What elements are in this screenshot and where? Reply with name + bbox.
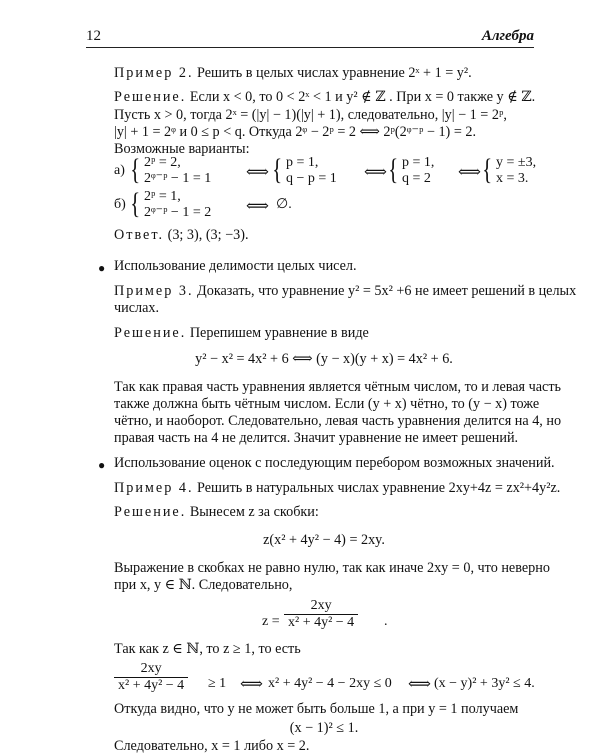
- result-line: Следовательно, x = 1 либо x = 2.: [114, 738, 310, 754]
- example-3-para-line1: Так как правая часть уравнения является чётным числом, то и левая часть: [114, 379, 562, 395]
- example-4-para-line1: Выражение в скобках не равно нулю, так как иначе 2xy = 0, что неверно: [114, 560, 550, 576]
- method-divisibility: Использование делимости целых чисел.: [114, 258, 357, 274]
- example-3-para-line2: также должна быть чётным числом. Если (y + x) чётно, то (y − x) тоже: [114, 396, 540, 412]
- example-3-display-equation: y² − x² = 4x² + 6 ⟺ (y − x)(y + x) = 4x² + 6.: [195, 351, 453, 367]
- system-row: p = 1,: [402, 155, 435, 170]
- system-row: 2ᵠ⁻ᵖ − 1 = 2: [144, 205, 212, 220]
- page-header: [86, 26, 534, 48]
- solution-label: Решение.: [114, 325, 187, 341]
- fraction-numerator: 2xy: [284, 598, 358, 615]
- case-a-system-3: [402, 155, 434, 187]
- example-4-statement: [114, 480, 561, 497]
- system-row: q − p = 1: [286, 171, 337, 186]
- equivalence-symbol: ⟺: [246, 198, 269, 215]
- solution-text: Перепишем уравнение в виде: [189, 325, 369, 341]
- example-4-text: Решить в натуральных числах уравнение 2xy+4z = zx²+4y²z.: [197, 480, 561, 496]
- inequality-ge: ≥ 1: [208, 676, 227, 691]
- brace: {: [482, 153, 493, 186]
- case-a-system-4: [496, 155, 536, 187]
- brace: {: [388, 153, 399, 186]
- empty-set: ∅.: [276, 197, 292, 212]
- solution-text: Если x < 0, то 0 < 2ˣ < 1 и y² ∉ ℤ . При x = 0 также y ∉ ℤ.: [189, 89, 536, 105]
- page-number: 12: [86, 28, 101, 44]
- equivalence-symbol: ⟺: [240, 676, 263, 693]
- inequality-middle: x² + 4y² − 4 − 2xy ≤ 0: [268, 676, 392, 691]
- equivalence-symbol: ⟺: [408, 676, 431, 693]
- system-row: 2ᵠ⁻ᵖ − 1 = 1: [144, 171, 212, 186]
- case-a-system-1: [144, 155, 211, 187]
- case-b-label: б): [114, 197, 126, 212]
- example-2-solution-line2: Пусть x > 0, тогда 2ˣ = (|y| − 1)(|y| + 1), следовательно, |y| − 1 = 2ᵖ,: [114, 107, 507, 123]
- example-4-label: Пример 4.: [114, 480, 194, 496]
- system-row: p = 1,: [286, 155, 319, 170]
- system-row: 2ᵖ = 2,: [144, 155, 181, 170]
- system-row: y = ±3,: [496, 155, 537, 170]
- example-3-para-line4: правая часть на 4 не делится. Значит уравнение не имеет решений.: [114, 430, 519, 446]
- example-4-display-1: z(x² + 4y² − 4) = 2xy.: [263, 532, 385, 548]
- example-2-label: Пример 2.: [114, 65, 194, 81]
- equivalence-symbol: ⟺: [364, 164, 387, 181]
- example-3-statement: [114, 283, 577, 300]
- example-3-solution: [114, 325, 534, 342]
- brace: {: [130, 187, 141, 220]
- example-3-para-line3: чётно, и наоборот. Следовательно, левая часть уравнения делится на 4, но: [114, 413, 562, 429]
- method-estimates: Использование оценок с последующим перебором возможных значений.: [114, 455, 555, 471]
- example-3-text: Доказать, что уравнение y² = 5x² +6 не имеет решений в целых: [197, 283, 577, 299]
- since-line: Так как z ∈ ℕ, то z ≥ 1, то есть: [114, 641, 301, 657]
- equivalence-symbol: ⟺: [246, 164, 269, 181]
- example-4-para-line2: при x, y ∈ ℕ. Следовательно,: [114, 577, 293, 593]
- system-row: x = 3.: [496, 171, 529, 186]
- running-title: Алгебра: [481, 28, 534, 44]
- solution-label: Решение.: [114, 504, 187, 520]
- system-row: q = 2: [402, 171, 431, 186]
- answer-label: Ответ.: [114, 227, 165, 243]
- header-rule: [86, 47, 534, 48]
- example-2-statement: [114, 65, 534, 82]
- z-equals: z =: [262, 614, 280, 629]
- example-2-text: Решить в целых числах уравнение 2ˣ + 1 = y².: [197, 65, 472, 81]
- variants-label: Возможные варианты:: [114, 141, 250, 157]
- example-4-solution: [114, 504, 534, 521]
- solution-text: Вынесем z за скобки:: [189, 504, 319, 520]
- z-fraction: [284, 598, 358, 631]
- bullet-icon: ●: [98, 261, 106, 275]
- case-a-label: а): [114, 163, 125, 178]
- fraction-numerator: 2xy: [114, 661, 188, 678]
- bullet-icon: ●: [98, 458, 106, 472]
- conclude-line: Откуда видно, что y не может быть больше 1, а при y = 1 получаем: [114, 701, 519, 717]
- example-2-solution-line1: [114, 89, 534, 106]
- fraction-period: .: [384, 614, 388, 629]
- fraction-denominator: x² + 4y² − 4: [118, 678, 185, 693]
- example-2-solution-line3: |y| + 1 = 2ᵠ и 0 ≤ p < q. Откуда 2ᵠ − 2ᵖ = 2 ⟺ 2ᵖ(2ᵠ⁻ᵖ − 1) = 2.: [114, 124, 477, 140]
- case-b-system: [144, 189, 211, 221]
- inequality-end: (x − y)² + 3y² ≤ 4.: [434, 676, 535, 691]
- system-row: 2ᵖ = 1,: [144, 189, 181, 204]
- case-a-system-2: [286, 155, 337, 187]
- answer-text: (3; 3), (3; −3).: [167, 227, 249, 243]
- example-4-display-3: (x − 1)² ≤ 1.: [289, 720, 359, 736]
- example-3-statement-cont: числах.: [114, 300, 160, 316]
- brace: {: [272, 153, 283, 186]
- solution-label: Решение.: [114, 89, 187, 105]
- equivalence-symbol: ⟺: [458, 164, 481, 181]
- brace: {: [130, 153, 141, 186]
- fraction-denominator: x² + 4y² − 4: [288, 615, 355, 630]
- example-3-label: Пример 3.: [114, 283, 194, 299]
- inequality-fraction: [114, 661, 188, 694]
- example-2-answer: [114, 227, 534, 244]
